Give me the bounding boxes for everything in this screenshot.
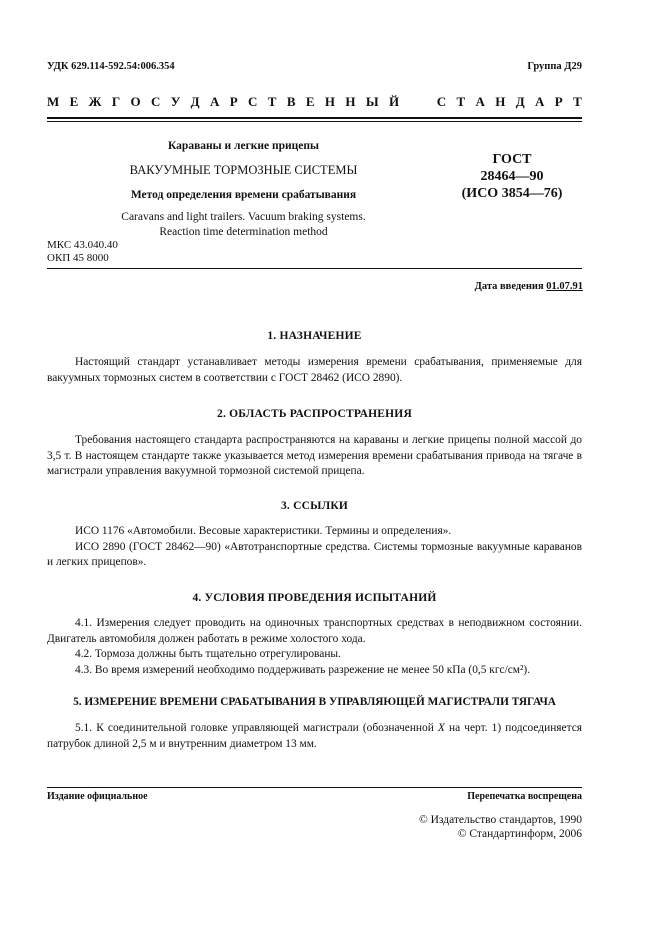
banner-letter: М	[47, 94, 60, 109]
reference-iso-1176: ИСО 1176 «Автомобили. Весовые характеристики. Термины и определения».	[75, 525, 452, 537]
banner-word-gap	[409, 94, 412, 110]
banner-letter: Й	[388, 94, 400, 109]
section-2-title: 2. ОБЛАСТЬ РАСПРОСТРАНЕНИЯ	[217, 408, 412, 420]
reference-iso-2890: ИСО 2890 (ГОСТ 28462—90) «Автотранспортные средства. Системы тормозные вакуумные караванов и легких прицепов».	[47, 540, 582, 568]
banner-letter: Д	[515, 94, 525, 109]
gost-iso-equivalent: (ИСО 3854—76)	[461, 186, 563, 201]
banner-letter: С	[248, 94, 258, 109]
clause-4-1: 4.1. Измерения следует проводить на одиночных транспортных средствах в неподвижном состоянии. Двигатель автомобиля должен работать в режиме холостого хода.	[47, 617, 582, 645]
title-line-3: Метод определения времени срабатывания	[130, 189, 357, 201]
banner-letter: С	[151, 94, 161, 109]
banner-letter: О	[130, 94, 141, 109]
banner-letter: Ы	[365, 94, 379, 109]
banner-letters	[47, 94, 582, 110]
clause-4-2: 4.2. Тормоза должны быть тщательно отрегулированы.	[75, 648, 341, 660]
section-3-title: 3. ССЫЛКИ	[280, 500, 349, 512]
banner-letter: Е	[69, 94, 79, 109]
banner-letter: А	[535, 94, 545, 109]
section-2-paragraph: Требования настоящего стандарта распространяются на караваны и легкие прицепы полной массой до 3,5 т. В настоящем стандарте также указывается метод измерения времени срабатывания привода на тягаче в магистрали управления вакуумной тормозной системой прицепа.	[47, 434, 582, 477]
title-line-2: ВАКУУМНЫЕ ТОРМОЗНЫЕ СИСТЕМЫ	[129, 163, 358, 177]
reprint-prohibited-note: Перепечатка воспрещена	[467, 791, 582, 802]
clause-5-1-symbol-x: X	[437, 722, 445, 734]
banner-letter: Н	[324, 94, 336, 109]
section-1-body	[47, 355, 582, 386]
section-2-body	[47, 433, 582, 480]
clause-5-1-part-b: на черт. 1) подсоединяется патрубок длиной 2,5 м и внутренним диаметром 13 мм.	[47, 722, 582, 750]
okp-code: ОКП 45 8000	[47, 252, 109, 264]
banner-letter: Р	[554, 94, 563, 109]
section-5-title: 5. ИЗМЕРЕНИЕ ВРЕМЕНИ СРАБАТЫВАНИЯ В УПРАВЛЯЮЩЕЙ МАГИСТРАЛИ ТЯГАЧА	[73, 696, 556, 708]
banner-letter: Р	[229, 94, 238, 109]
group-code: Группа Д29	[527, 61, 582, 72]
section-1-title: 1. НАЗНАЧЕНИЕ	[267, 330, 362, 342]
banner-letter: У	[170, 94, 181, 109]
banner-word-gap	[423, 94, 426, 110]
clause-5-1	[47, 721, 582, 752]
title-english-2: Reaction time determination method	[159, 226, 328, 238]
section-4-body	[47, 616, 582, 678]
section-3-body	[47, 524, 582, 571]
clause-5-1-part-a: 5.1. К соединительной головке управляющей магистрали (обозначенной	[75, 722, 438, 734]
banner-letter: Н	[495, 94, 506, 109]
clause-4-3: 4.3. Во время измерений необходимо поддерживать разрежение не менее 50 кПа (0,5 кгс/см²).	[75, 663, 531, 676]
section-5-body	[47, 721, 582, 752]
intro-date	[475, 281, 583, 292]
section-4-title: 4. УСЛОВИЯ ПРОВЕДЕНИЯ ИСПЫТАНИЙ	[192, 592, 437, 604]
banner-letter: А	[475, 94, 485, 109]
banner-rule-thin	[47, 121, 582, 122]
banner-letter: Е	[305, 94, 315, 109]
banner-rule-thick	[47, 117, 582, 119]
banner-letter: Т	[267, 94, 277, 109]
gost-label: ГОСТ	[492, 152, 532, 167]
banner-letter: Н	[345, 94, 356, 109]
banner-letter: Т	[573, 94, 582, 109]
gost-number: 28464—90	[480, 169, 544, 184]
banner-letter: Д	[190, 94, 200, 109]
section-1-paragraph: Настоящий стандарт устанавливает методы измерения времени срабатывания, применяемые для вакуумных тормозных систем в соответствии с ГОСТ 28462 (ИСО 2890).	[47, 356, 582, 384]
banner-letter: А	[209, 94, 220, 109]
copyright-2006: © Стандартинформ, 2006	[457, 828, 582, 840]
banner-letter: Т	[456, 94, 466, 109]
official-edition-note: Издание официальное	[47, 791, 148, 802]
banner-letter: В	[286, 94, 296, 109]
copyright-1990: © Издательство стандартов, 1990	[418, 814, 582, 826]
mks-code: МКС 43.040.40	[47, 239, 118, 251]
title-english-1: Caravans and light trailers. Vacuum braking systems.	[121, 211, 366, 223]
banner-letter: Ж	[88, 94, 102, 109]
title-line-1: Караваны и легкие прицепы	[167, 140, 320, 152]
intro-date-value: 01.07.91	[546, 281, 583, 292]
banner-letter: Г	[111, 94, 121, 109]
interstate-standard-banner	[47, 94, 582, 110]
intro-date-label: Дата введения	[474, 281, 544, 292]
banner-letter: С	[436, 94, 447, 109]
title-block-rule	[47, 268, 582, 269]
footer-rule	[47, 787, 582, 788]
udk-code: УДК 629.114-592.54:006.354	[47, 61, 175, 72]
